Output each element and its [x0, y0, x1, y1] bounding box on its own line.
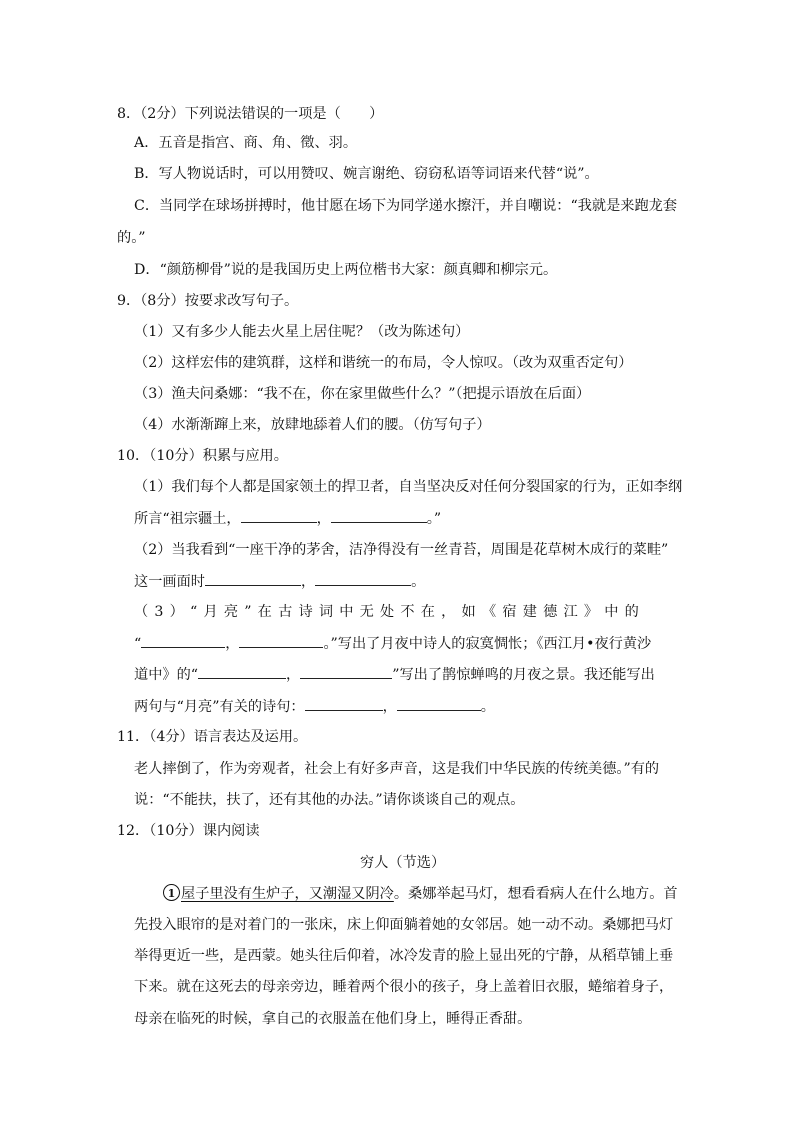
q12-stem: 12．（10分）课内阅读	[117, 823, 260, 839]
q9-stem: 9．（8分）按要求改写句子。	[117, 293, 299, 309]
q10-part3-line2: “ ， 。”写出了月夜中诗人的寂寞惆怅；《西江月•夜行黄沙	[134, 633, 651, 654]
q11-line1: 老人摔倒了，作为旁观者，社会上有好多声音，这是我们中华民族的传统美德。”有的	[134, 761, 660, 777]
q10-part2-line2: 这一画面时 ， 。	[134, 571, 425, 592]
q10-part3-line1: （3）“月亮”在古诗词中无处不在，如《宿建德江》中的	[134, 604, 646, 620]
q8-stem: 8．（2分）下列说法错误的一项是（ ）	[117, 106, 384, 122]
q10-part3-line3: 道中》的“ ， ”写出了鹊惊蝉鸣的月夜之景。我还能写出	[134, 664, 655, 685]
answer-blank[interactable]	[300, 664, 392, 679]
q9-sentence-3: （3）渔夫问桑娜：“我不在，你在家里做些什么？”（把提示语放在后面）	[134, 386, 591, 402]
answer-blank[interactable]	[315, 571, 411, 586]
answer-blank[interactable]	[205, 571, 301, 586]
q10-part1-line1: （1）我们每个人都是国家领土的捍卫者，自当坚决反对任何分裂国家的行为，正如李纲	[134, 479, 683, 495]
q8-option-d: D．“颜筋柳骨”说的是我国历史上两位楷书大家：颜真卿和柳宗元。	[134, 262, 558, 278]
q11-stem: 11．（4分）语言表达及运用。	[117, 729, 308, 745]
q9-sentence-2: （2）这样宏伟的建筑群，这样和谐统一的布局，令人惊叹。（改为双重否定句）	[134, 355, 633, 371]
q8-option-c-line2: 的。”	[117, 230, 146, 246]
q8-option-b: B．写人物说话时，可以用赞叹、婉言谢绝、窃窃私语等词语来代替“说”。	[134, 166, 599, 182]
q10-part1-line2: 所言“祖宗疆土， ， 。”	[134, 508, 441, 529]
q8-option-a: A．五音是指宫、商、角、徵、羽。	[134, 135, 358, 151]
underlined-sentence: 屋子里没有生炉子，又潮湿又阴冷	[181, 886, 394, 902]
answer-blank[interactable]	[305, 696, 383, 711]
q10-part2-line1: （2）当我看到“一座干净的茅舍，洁净得没有一丝青苔，周围是花草树木成行的菜畦”	[134, 542, 669, 558]
passage-line2: 先投入眼帘的是对着门的一张床，床上仰面躺着她的女邻居。她一动不动。桑娜把马灯	[134, 917, 674, 933]
answer-blank[interactable]	[397, 696, 481, 711]
passage-line5: 母亲在临死的时候，拿自己的衣服盖在他们身上，睡得正香甜。	[134, 1011, 532, 1027]
q9-sentence-1: （1）又有多少人能去火星上居住呢？（改为陈述句）	[134, 324, 470, 340]
paragraph-number-circle: 1	[163, 884, 180, 901]
answer-blank[interactable]	[239, 633, 323, 648]
answer-blank[interactable]	[198, 664, 286, 679]
answer-blank[interactable]	[331, 508, 427, 523]
q10-part3-line4: 两句与“月亮”有关的诗句： ， 。	[134, 696, 495, 717]
q11-line2: 说：“不能扶，扶了，还有其他的办法。”请你谈谈自己的观点。	[134, 792, 525, 808]
q10-stem: 10．（10分）积累与应用。	[117, 448, 288, 464]
passage-title: 穷人（节选）	[360, 855, 446, 871]
answer-blank[interactable]	[241, 508, 317, 523]
passage-line4: 下来。就在这死去的母亲旁边，睡着两个很小的孩子，身上盖着旧衣服，蜷缩着身子，	[134, 979, 674, 995]
passage-line3: 举得更近一些，是西蒙。她头往后仰着，冰冷发青的脸上显出死的宁静，从稻草铺上垂	[134, 948, 674, 964]
answer-blank[interactable]	[141, 633, 225, 648]
q8-option-c-line1: C．当同学在球场拼搏时，他甘愿在场下为同学递水擦汗，并自嘲说：“我就是来跑龙套	[134, 198, 678, 214]
passage-line1: 1 屋子里没有生炉子，又潮湿又阴冷。桑娜举起马灯，想看看病人在什么地方。首	[163, 884, 678, 904]
q9-sentence-4: （4）水渐渐蹿上来，放肆地舔着人们的腰。（仿写句子）	[134, 417, 491, 433]
